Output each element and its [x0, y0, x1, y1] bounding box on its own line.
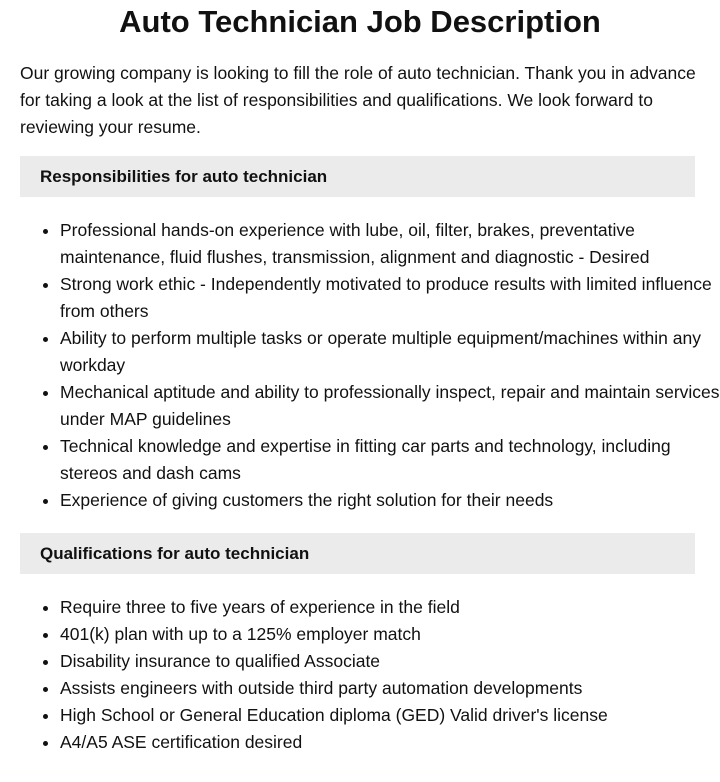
list-item: • Technical knowledge and expertise in fitting car parts and technology, including stereos and dash cams: [60, 433, 720, 487]
list-item: • Experience of giving customers the right solution for their needs: [60, 487, 720, 514]
page-title: Auto Technician Job Description: [119, 4, 601, 39]
list-item: • Assists engineers with outside third party automation developments: [60, 675, 720, 702]
list-item: • Mechanical aptitude and ability to professionally inspect, repair and maintain services under MAP guidelines: [60, 379, 720, 433]
list-item: • Strong work ethic - Independently motivated to produce results with limited influence from others: [60, 271, 720, 325]
list-item: • Ability to perform multiple tasks or operate multiple equipment/machines within any workday: [60, 325, 720, 379]
responsibilities-list: [20, 217, 720, 514]
qualifications-list: [20, 594, 720, 756]
list-item: • Disability insurance to qualified Associate: [60, 648, 720, 675]
qualifications-heading: Qualifications for auto technician: [20, 533, 695, 574]
list-item: • High School or General Education diploma (GED) Valid driver's license: [60, 702, 720, 729]
list-item: • 401(k) plan with up to a 125% employer match: [60, 621, 720, 648]
list-item: • Require three to five years of experience in the field: [60, 594, 720, 621]
responsibilities-heading: Responsibilities for auto technician: [20, 156, 695, 197]
list-item: • A4/A5 ASE certification desired: [60, 729, 720, 756]
list-item: • Professional hands-on experience with lube, oil, filter, brakes, preventative maintenance, fluid flushes, transmission, alignment and diagnostic - Desired: [60, 217, 720, 271]
intro-paragraph: Our growing company is looking to fill the role of auto technician. Thank you in advance for taking a look at the list of responsibilities and qualifications. We look forward to reviewing your resume.: [20, 63, 696, 137]
